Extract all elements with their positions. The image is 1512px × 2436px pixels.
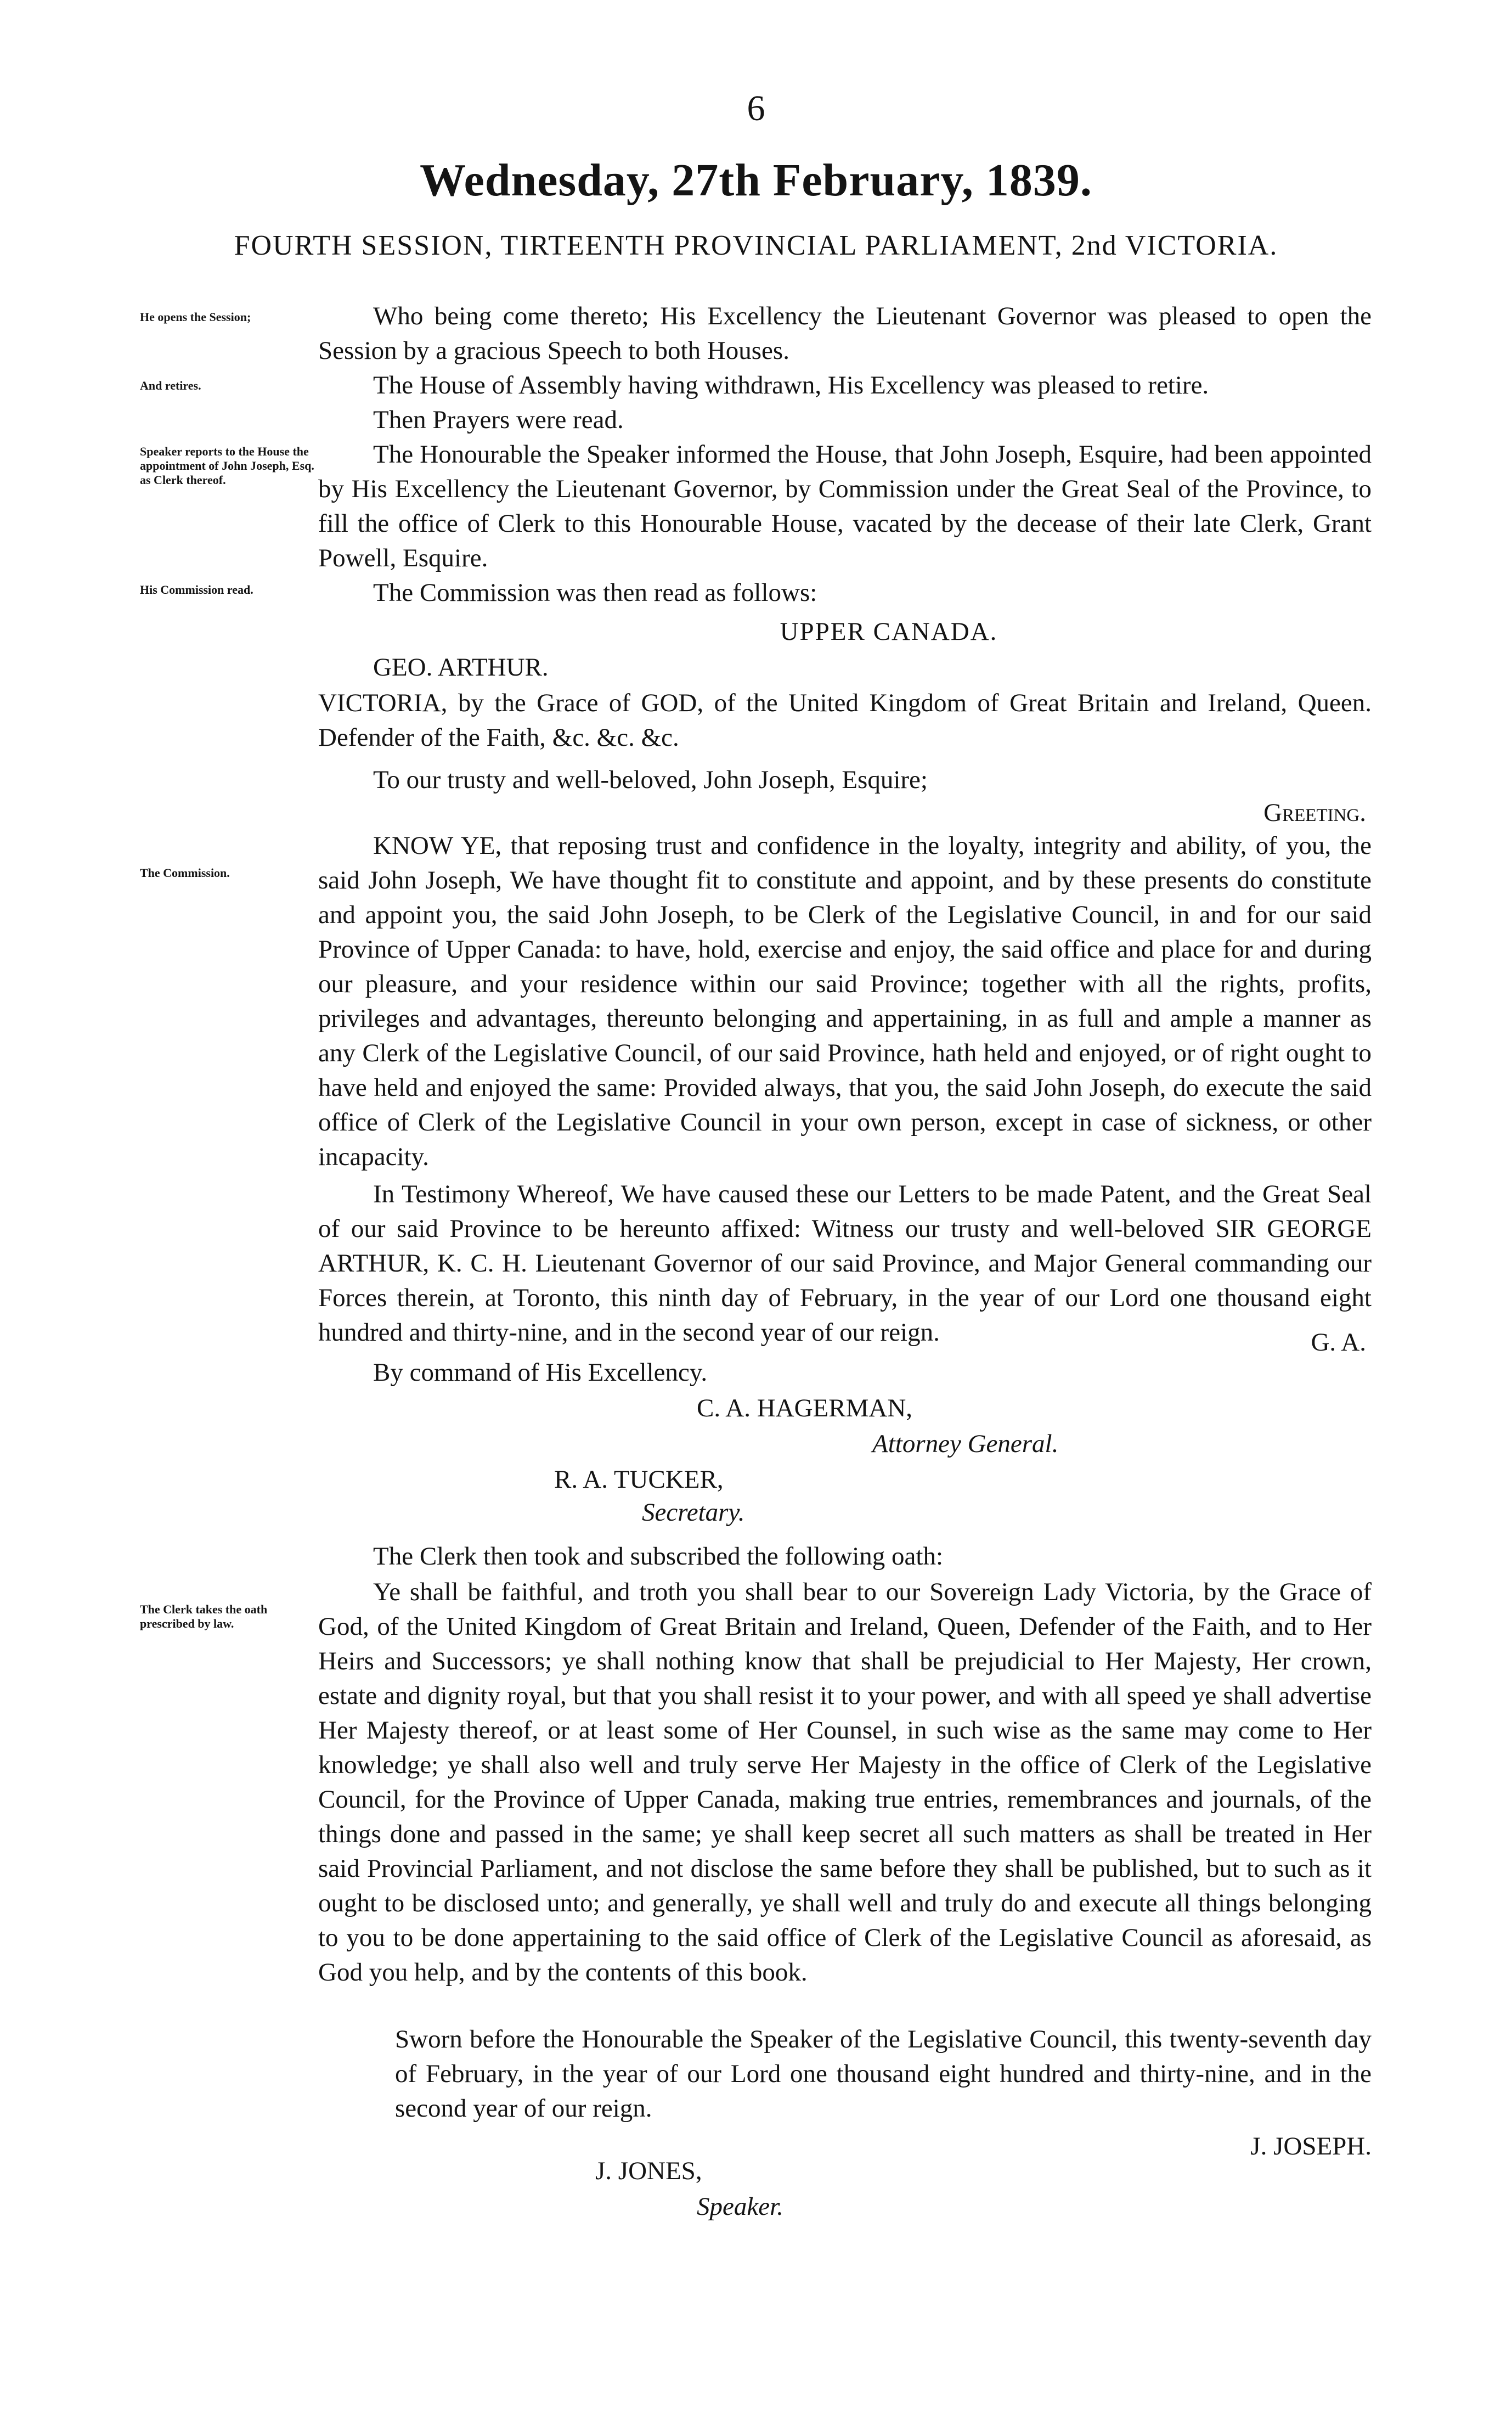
know-ye-block xyxy=(318,829,1372,1174)
paragraph-opening: Who being come thereto; His Excellency the Lieutenant Governor was pleased to open the Session by a gracious Speech to both Houses. xyxy=(318,302,1372,365)
opening-block xyxy=(318,299,1372,610)
margin-note-speaker-reports: Speaker reports to the House the appointment of John Joseph, Esq. as Clerk thereof. xyxy=(140,445,314,487)
greeting-line: Greeting. xyxy=(1263,798,1366,827)
victoria-line: VICTORIA, by the Grace of GOD, of the United Kingdom of Great Britain and Ireland, Queen. Defender of the Faith, &c. &c. &c. xyxy=(318,689,1372,752)
paragraph-prayers: Then Prayers were read. xyxy=(373,406,624,434)
testimony-block xyxy=(318,1177,1372,1350)
paragraph-commission-read: The Commission was then read as follows: xyxy=(373,578,817,607)
by-command-line: By command of His Excellency. xyxy=(373,1358,708,1387)
sworn-paragraph: Sworn before the Honourable the Speaker of the Legislative Council, this twenty-seventh day of February, in the year of our Lord one thousand eight hundred and thirty-nine, and in the second year of our reign. xyxy=(395,2025,1372,2123)
upper-canada-heading: UPPER CANADA. xyxy=(780,617,998,646)
attorney-general-title: Attorney General. xyxy=(872,1430,1059,1458)
paragraph-testimony: In Testimony Whereof, We have caused these our Letters to be made Patent, and the Great Seal of our said Province to be hereunto affixed: Witness our trusty and well-beloved SIR GEORGE ARTHUR, K. C. H. Lieutenant Governor of our said Province, and Major General commanding our Forces therein, at Toronto, this ninth day of February, in the year of our Lord one thousand eight hundred and thirty-nine, and in the second year of our reign. xyxy=(318,1180,1372,1347)
speaker-title: Speaker. xyxy=(697,2192,783,2221)
paragraph-retire: The House of Assembly having withdrawn, His Excellency was pleased to retire. xyxy=(373,371,1209,400)
session-heading: FOURTH SESSION, TIRTEENTH PROVINCIAL PARLIAMENT, 2nd VICTORIA. xyxy=(234,230,1278,261)
geo-arthur-line: GEO. ARTHUR. xyxy=(373,653,549,682)
margin-note-opens-session: He opens the Session; xyxy=(140,310,251,324)
page-title: Wednesday, 27th February, 1839. xyxy=(420,155,1092,206)
ga-initials: G. A. xyxy=(1311,1328,1366,1357)
margin-note-retires: And retires. xyxy=(140,379,201,392)
oath-block xyxy=(318,1575,1372,1990)
tucker-signature: R. A. TUCKER, xyxy=(554,1465,724,1494)
margin-note-clerk-oath: The Clerk takes the oath prescribed by law. xyxy=(140,1602,268,1630)
paragraph-speaker-informed: The Honourable the Speaker informed the House, that John Joseph, Esquire, had been appointed by His Excellency the Lieutenant Governor, by Commission under the Great Seal of the Province, to fill the office of Clerk to this Honourable House, vacated by the decease of their late Clerk, Grant Powell, Esquire. xyxy=(318,440,1372,572)
j-jones-signature: J. JONES, xyxy=(595,2157,702,2185)
hagerman-signature: C. A. HAGERMAN, xyxy=(697,1394,913,1422)
j-joseph-signature: J. JOSEPH. xyxy=(1250,2132,1372,2161)
secretary-title: Secretary. xyxy=(642,1498,745,1527)
clerk-took-oath-line: The Clerk then took and subscribed the following oath: xyxy=(373,1542,944,1571)
to-trusty-line: To our trusty and well-beloved, John Joseph, Esquire; xyxy=(373,766,928,794)
victoria-block xyxy=(318,686,1372,755)
paragraph-know-ye: KNOW YE, that reposing trust and confidence in the loyalty, integrity and ability, of you, the said John Joseph, We have thought fit to constitute and appoint, and by these presents do constitute and appoint you, the said John Joseph, to be Clerk of the Legislative Council, in and for our said Province of Upper Canada: to have, hold, exercise and enjoy, the said office and place for and during our pleasure, and your residence within our said Province; together with all the rights, profits, privileges and advantages, thereunto belonging and appertaining, in as full and ample a manner as any Clerk of the Legislative Council, of our said Province, hath held and enjoyed, or of right ought to have held and enjoyed the same: Provided always, that you, the said John Joseph, do execute the said office of Clerk of the Legislative Council in your own person, except in case of sickness, or other incapacity. xyxy=(318,831,1372,1171)
margin-note-the-commission: The Commission. xyxy=(140,866,230,880)
paragraph-oath: Ye shall be faithful, and troth you shall bear to our Sovereign Lady Victoria, by the Grace of God, of the United Kingdom of Great Britain and Ireland, Queen, Defender of the Faith, and to Her Heirs and Successors; ye shall nothing know that shall be prejudicial to Her Majesty, Her crown, estate and dignity royal, but that you shall resist it to your power, and with all speed ye shall advertise Her Majesty thereof, or at least some of Her Counsel, in such wise as the same may come to Her knowledge; ye shall also well and truly serve Her Majesty in the office of Clerk of the Legislative Council, for the Province of Upper Canada, making true entries, remembrances and journals, of the things done and passed in the same; ye shall keep secret all such matters as shall be treated in Her said Provincial Parliament, and not disclose the same before they shall be published, but to such as it ought to be disclosed unto; and generally, ye shall well and truly do and execute all things belonging to you to be done appertaining to the said office of Clerk of the Legislative Council as aforesaid, as God you help, and by the contents of this book. xyxy=(318,1578,1372,1987)
margin-note-commission-read: His Commission read. xyxy=(140,583,253,597)
page-number: 6 xyxy=(747,88,765,128)
